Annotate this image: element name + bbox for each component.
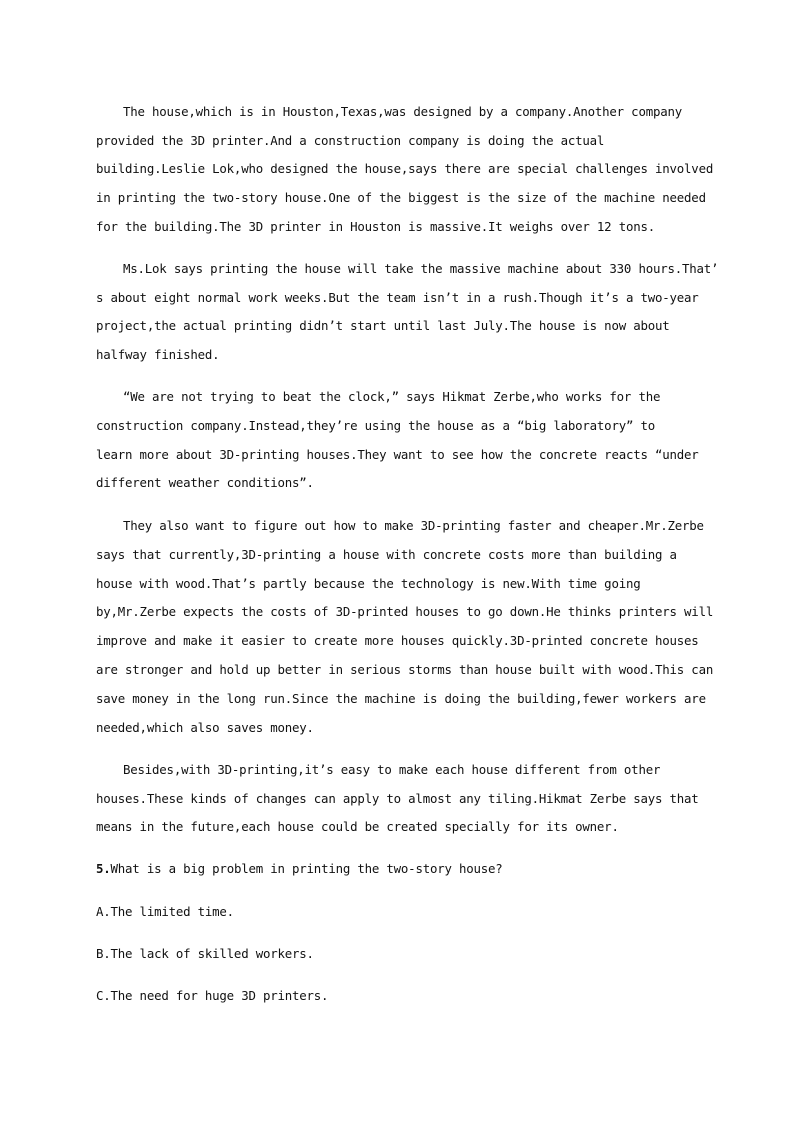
text-line: They also want to figure out how to make 3D-printing faster and cheaper.Mr.Zerbe <box>123 518 704 533</box>
text-line: construction company.Instead,they’re using the house as a “big laboratory” to <box>96 418 656 433</box>
text-line: The house,which is in Houston,Texas,was designed by a company.Another company <box>123 104 683 119</box>
text-line: improve and make it easier to create more houses quickly.3D-printed concrete houses <box>96 633 699 648</box>
text-line: building.Leslie Lok,who designed the house,says there are special challenges involved <box>96 161 714 176</box>
text-line: provided the 3D printer.And a construction company is doing the actual <box>96 133 605 148</box>
text-line: s about eight normal work weeks.But the team isn’t in a rush.Though it’s a two-year <box>96 290 699 305</box>
text-line: in printing the two-story house.One of the biggest is the size of the machine needed <box>96 190 706 205</box>
text-line: “We are not trying to beat the clock,” says Hikmat Zerbe,who works for the <box>123 389 661 404</box>
text-line: are stronger and hold up better in serious storms than house built with wood.This can <box>96 662 714 677</box>
text-line: for the building.The 3D printer in Houston is massive.It weighs over 12 tons. <box>96 219 656 234</box>
text-line: Besides,with 3D-printing,it’s easy to make each house different from other <box>123 762 661 777</box>
text-line: by,Mr.Zerbe expects the costs of 3D-printed houses to go down.He thinks printers will <box>96 604 714 619</box>
option-c: C.The need for huge 3D printers. <box>96 988 329 1003</box>
text-line: save money in the long run.Since the machine is doing the building,fewer workers are <box>96 691 706 706</box>
text-line: houses.These kinds of changes can apply to almost any tiling.Hikmat Zerbe says that <box>96 791 699 806</box>
text-line: house with wood.That’s partly because the technology is new.With time going <box>96 576 641 591</box>
text-line: project,the actual printing didn’t start until last July.The house is now about <box>96 318 670 333</box>
question-text: What is a big problem in printing the two-story house? <box>110 861 503 876</box>
option-b: B.The lack of skilled workers. <box>96 946 314 961</box>
text-line: says that currently,3D-printing a house with concrete costs more than building a <box>96 547 677 562</box>
question-stem <box>96 861 696 877</box>
text-line: learn more about 3D-printing houses.They want to see how the concrete reacts “under <box>96 447 699 462</box>
text-line: different weather conditions”. <box>96 475 314 490</box>
text-line: needed,which also saves money. <box>96 720 314 735</box>
option-a: A.The limited time. <box>96 904 234 919</box>
text-line: means in the future,each house could be created specially for its owner. <box>96 819 619 834</box>
text-line: Ms.Lok says printing the house will take the massive machine about 330 hours.That’ <box>123 261 719 276</box>
text-line: halfway finished. <box>96 347 220 362</box>
question-number: 5. <box>96 861 111 876</box>
